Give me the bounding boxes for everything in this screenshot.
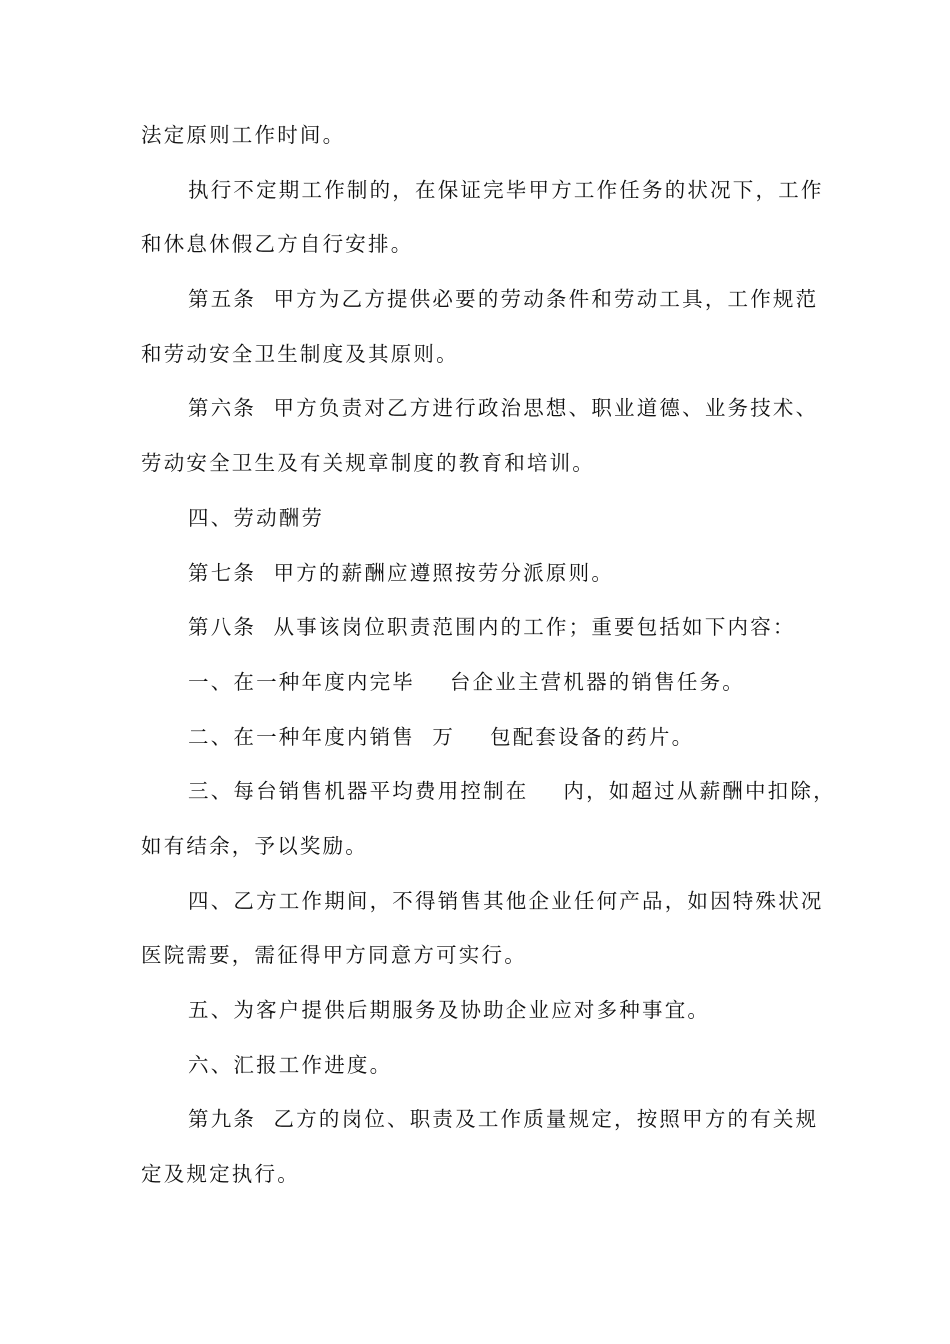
list-item: 二、在一种年度内销售 万 包配套设备的药片。 — [188, 724, 695, 749]
paragraph-line: 第六条 甲方负责对乙方进行政治思想、职业道德、业务技术、 — [188, 396, 819, 421]
list-item: 一、在一种年度内完毕 台企业主营机器的销售任务。 — [188, 669, 745, 694]
paragraph-line: 第八条 从事该岗位职责范围内的工作；重要包括如下内容： — [188, 615, 796, 640]
paragraph-line: 如有结余，予以奖励。 — [141, 833, 368, 858]
section-heading: 四、劳动酬劳 — [188, 505, 325, 530]
list-item: 三、每台销售机器平均费用控制在 内，如超过从薪酬中扣除， — [188, 779, 836, 804]
paragraph-line: 第九条 乙方的岗位、职责及工作质量规定，按照甲方的有关规 — [188, 1107, 819, 1132]
document-body — [141, 108, 836, 1202]
paragraph-line: 定及规定执行。 — [141, 1162, 300, 1187]
paragraph-line: 和休息休假乙方自行安排。 — [141, 232, 414, 257]
paragraph-line: 医院需要，需征得甲方同意方可实行。 — [141, 943, 527, 968]
list-item: 四、乙方工作期间，不得销售其他企业任何产品，如因特殊状况 — [188, 888, 824, 913]
paragraph-line: 第五条 甲方为乙方提供必要的劳动条件和劳动工具，工作规范 — [188, 287, 819, 312]
paragraph-line: 劳动安全卫生及有关规章制度的教育和培训。 — [141, 451, 595, 476]
paragraph-line: 法定原则工作时间。 — [141, 123, 346, 147]
list-item: 六、汇报工作进度。 — [188, 1052, 393, 1077]
paragraph-line: 和劳动安全卫生制度及其原则。 — [141, 341, 459, 366]
paragraph-line: 第七条 甲方的薪酬应遵照按劳分派原则。 — [188, 560, 615, 585]
paragraph-line: 执行不定期工作制的，在保证完毕甲方工作任务的状况下，工作 — [188, 177, 824, 202]
list-item: 五、为客户提供后期服务及协助企业应对多种事宜。 — [188, 998, 711, 1022]
